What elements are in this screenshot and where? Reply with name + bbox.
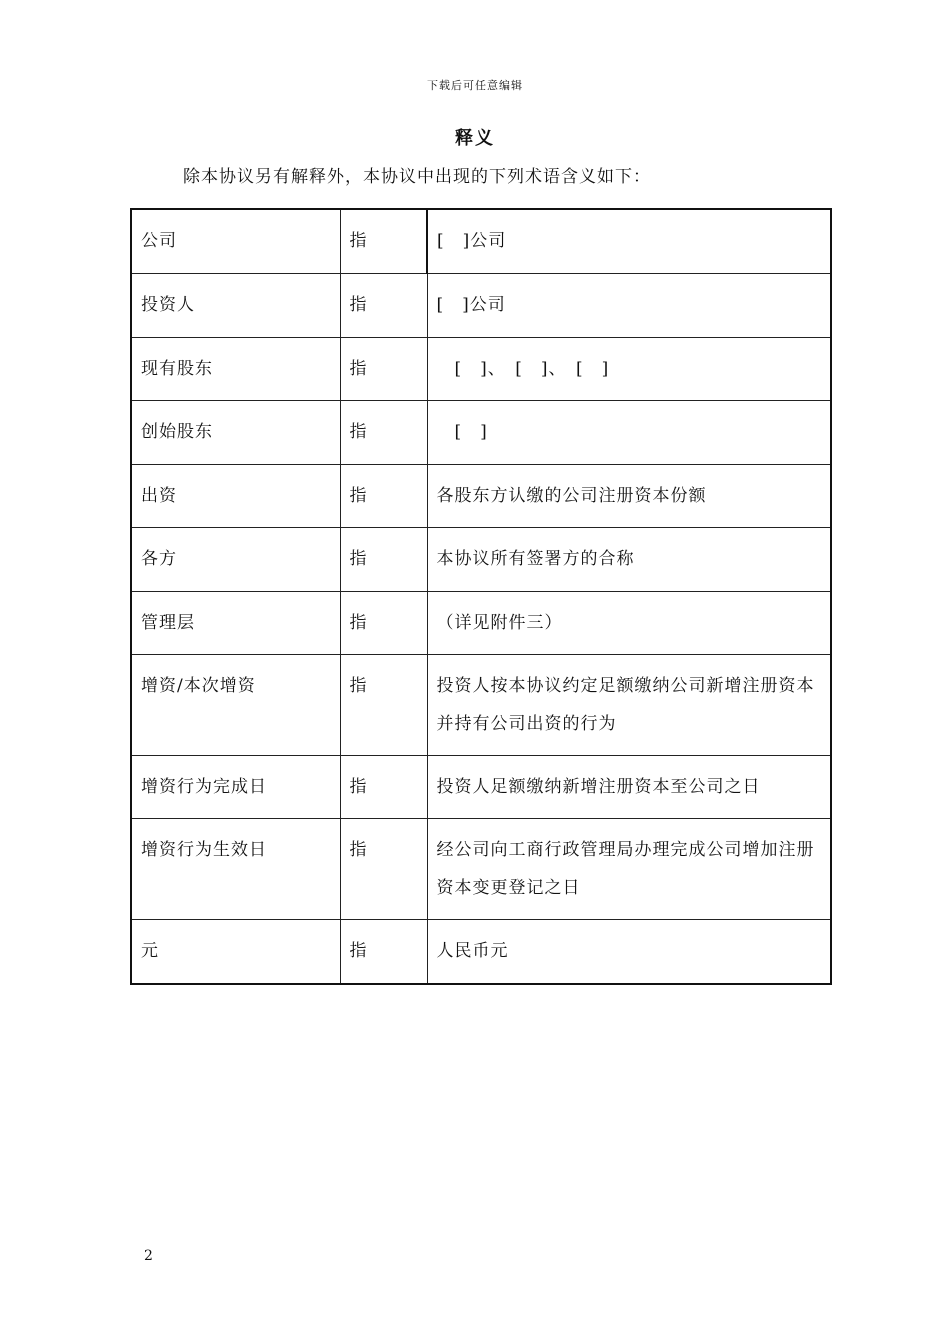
meaning-cell: 投资人按本协议约定足额缴纳公司新增注册资本并持有公司出资的行为: [427, 655, 831, 756]
term-cell: 元: [131, 920, 340, 985]
pointer-cell: 指: [340, 338, 427, 401]
pointer-cell: 指: [340, 528, 427, 592]
term-cell: 现有股东: [131, 338, 340, 401]
table-row: [131, 655, 831, 756]
term-cell: 出资: [131, 465, 340, 528]
pointer-cell: 指: [340, 401, 427, 465]
pointer-cell: 指: [340, 592, 427, 655]
page-header: 下载后可任意编辑: [427, 79, 523, 92]
meaning-cell: 各股东方认缴的公司注册资本份额: [427, 465, 831, 528]
term-cell: 增资/本次增资: [131, 655, 340, 756]
pointer-cell: 指: [340, 465, 427, 528]
page-number: 2: [144, 1248, 153, 1264]
meaning-cell: [ ]: [427, 401, 831, 465]
intro-paragraph: 除本协议另有解释外，本协议中出现的下列术语含义如下：: [183, 167, 651, 187]
table-row: [131, 756, 831, 819]
pointer-cell: 指: [340, 920, 427, 985]
meaning-cell: 本协议所有签署方的合称: [427, 528, 831, 592]
meaning-cell: 经公司向工商行政管理局办理完成公司增加注册资本变更登记之日: [427, 819, 831, 920]
term-cell: 创始股东: [131, 401, 340, 465]
definitions-table: [130, 208, 832, 985]
meaning-cell: [ ]公司: [427, 274, 831, 338]
pointer-cell: 指: [340, 655, 427, 756]
pointer-cell: 指: [340, 274, 427, 338]
table-row: [131, 274, 831, 338]
table-row: [131, 209, 831, 274]
pointer-cell: 指: [340, 756, 427, 819]
meaning-cell: 投资人足额缴纳新增注册资本至公司之日: [427, 756, 831, 819]
term-cell: 增资行为生效日: [131, 819, 340, 920]
table-row: [131, 592, 831, 655]
pointer-cell: 指: [340, 209, 427, 274]
table-row: [131, 819, 831, 920]
term-cell: 公司: [131, 209, 340, 274]
table-row: [131, 465, 831, 528]
meaning-cell: [ ]、 [ ]、 [ ]: [427, 338, 831, 401]
table-row: [131, 401, 831, 465]
table-row: [131, 528, 831, 592]
section-title: 释义: [455, 128, 495, 149]
table-row: [131, 338, 831, 401]
meaning-cell: 人民币元: [427, 920, 831, 985]
term-cell: 投资人: [131, 274, 340, 338]
term-cell: 增资行为完成日: [131, 756, 340, 819]
table-row: [131, 920, 831, 985]
meaning-cell: （详见附件三）: [427, 592, 831, 655]
meaning-cell: [ ]公司: [427, 209, 831, 274]
term-cell: 管理层: [131, 592, 340, 655]
term-cell: 各方: [131, 528, 340, 592]
pointer-cell: 指: [340, 819, 427, 920]
